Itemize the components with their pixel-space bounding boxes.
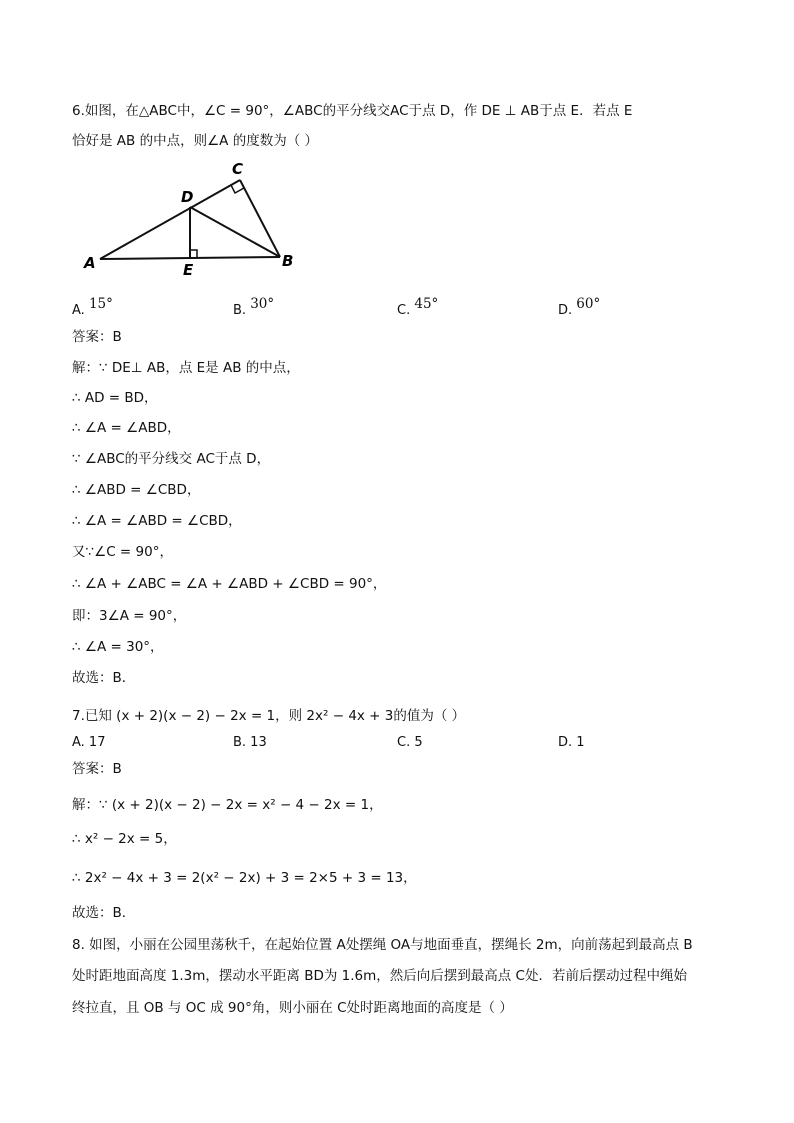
right-angle-mark-C [231, 185, 244, 193]
q8-stem-line3: 终拉直，且 OB 与 OC 成 90°角，则小丽在 C处时距离地面的高度是（ ） [72, 1000, 513, 1016]
q6-solution-line: ∴ ∠A + ∠ABC = ∠A + ∠ABD + ∠CBD = 90°， [72, 576, 387, 592]
q7-solution-line: ∴ x² − 2x = 5， [72, 831, 177, 847]
q6-option-d-label: D. [558, 303, 573, 318]
q7-solution-line: 故选：B． [72, 905, 136, 921]
q6-solution-line: ∴ AD = BD， [72, 390, 158, 406]
q6-stem-line2: 恰好是 AB 的中点，则∠A 的度数为（ ） [72, 133, 318, 149]
q6-solution-line: ∵ ∠ABC的平分线交 AC于点 D， [72, 451, 271, 467]
q6-triangle-figure [78, 158, 308, 280]
q6-option-a-value: 15° [88, 296, 113, 312]
q7-option-b: B. 13 [233, 735, 267, 750]
q8-stem-line1: 8. 如图，小丽在公园里荡秋千，在起始位置 A处摆绳 OA与地面垂直，摆绳长 2m，向前荡起到最高点 B [72, 937, 693, 953]
q7-solution-line: ∴ 2x² − 4x + 3 = 2(x² − 2x) + 3 = 2×5 + 3 = 13， [72, 870, 417, 886]
q6-option-a [72, 296, 113, 318]
segment-AC [100, 180, 240, 259]
label-A: A [84, 254, 96, 272]
q6-option-d-value: 60° [576, 296, 601, 312]
label-D: D [181, 188, 194, 206]
label-C: C [232, 160, 244, 178]
q6-solution-line: ∴ ∠ABD = ∠CBD， [72, 482, 201, 498]
q6-answer: 答案：B [72, 329, 122, 345]
q6-option-c-value: 45° [414, 296, 439, 312]
q7-answer: 答案：B [72, 761, 122, 777]
q7-option-a: A. 17 [72, 735, 106, 750]
q8-stem-line2: 处时距地面高度 1.3m，摆动水平距离 BD为 1.6m，然后向后摆到最高点 C处．若前后摆动过程中绳始 [72, 968, 687, 984]
q6-option-a-label: A. [72, 303, 85, 318]
q6-option-b-label: B. [233, 303, 247, 318]
q6-option-c-label: C. [397, 303, 411, 318]
q6-solution-line: 即：3∠A = 90°， [72, 608, 187, 624]
q6-solution-line: 又∵∠C = 90°， [72, 544, 173, 560]
q7-option-d: D. 1 [558, 735, 585, 750]
q6-option-d [558, 296, 601, 318]
q6-solution-line: ∴ ∠A = ∠ABD = ∠CBD， [72, 513, 242, 529]
q6-option-c [397, 296, 439, 318]
q7-stem: 7.已知 (x + 2)(x − 2) − 2x = 1，则 2x² − 4x + 3的值为（ ） [72, 708, 466, 724]
q6-option-b [233, 296, 275, 318]
q6-solution-line: ∴ ∠A = ∠ABD， [72, 420, 181, 436]
q6-solution-line: ∴ ∠A = 30°， [72, 639, 164, 655]
q6-stem-line1: 6.如图，在△ABC中，∠C = 90°，∠ABC的平分线交AC于点 D，作 DE ⊥ AB于点 E．若点 E [72, 103, 633, 119]
q7-solution-line: 解：∵ (x + 2)(x − 2) − 2x = x² − 4 − 2x = 1， [72, 797, 383, 813]
q6-option-b-value: 30° [250, 296, 275, 312]
right-angle-mark-E [190, 250, 197, 258]
q7-option-c: C. 5 [397, 735, 423, 750]
q6-solution-line: 故选：B． [72, 670, 136, 686]
label-E: E [183, 261, 194, 279]
q6-solution-line: 解：∵ DE⊥ AB，点 E是 AB 的中点， [72, 360, 300, 376]
label-B: B [282, 252, 294, 270]
